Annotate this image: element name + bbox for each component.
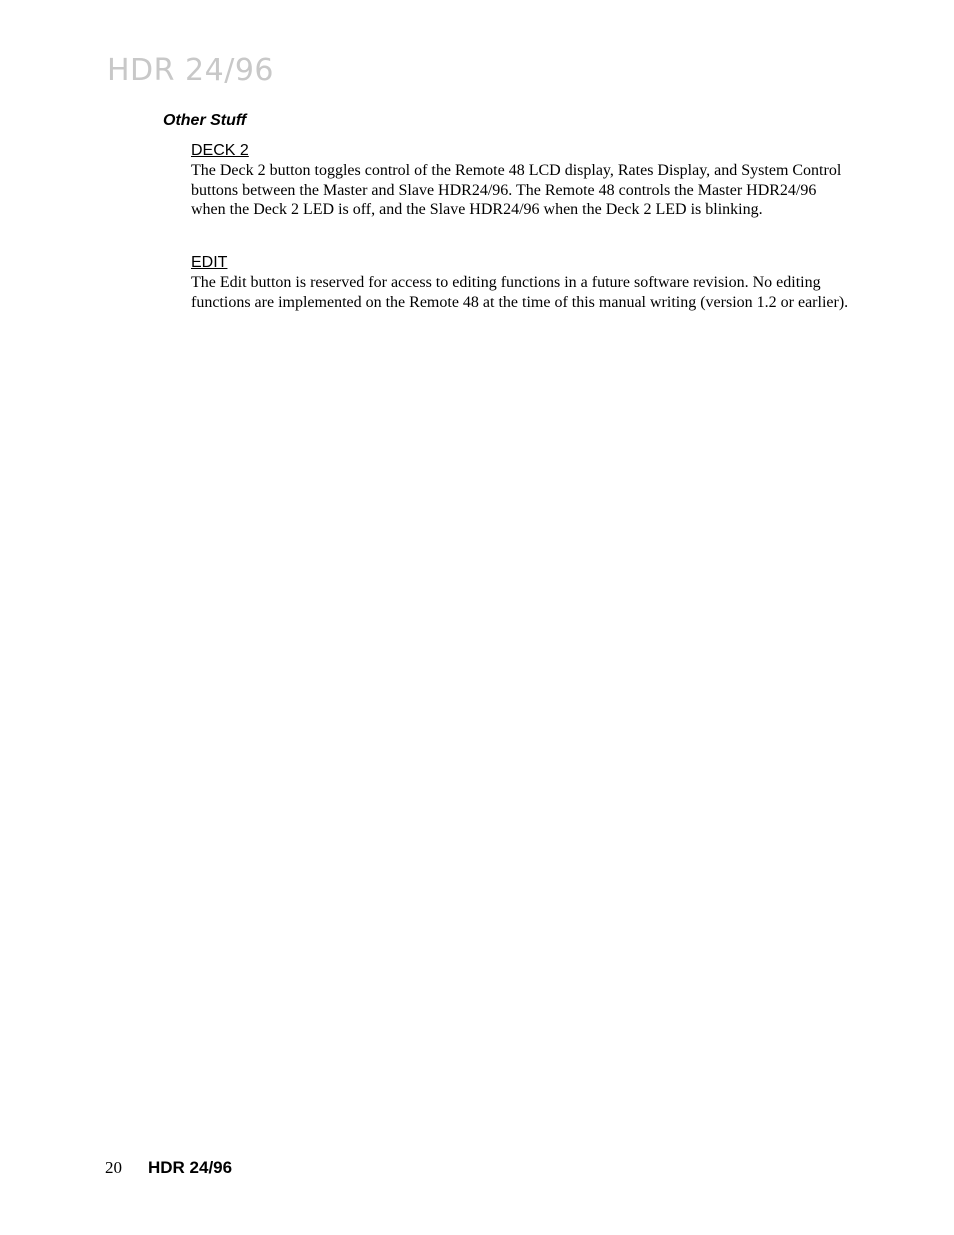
deck2-description: The Deck 2 button toggles control of the Remote 48 LCD display, Rates Display, and System Control buttons between the Master and Slave HDR24/96. The Remote 48 controls the Master HDR24/96 when the Deck 2 LED is off, and the Slave HDR24/96 when the Deck 2 LED is blinking. bbox=[191, 162, 842, 219]
edit-heading: EDIT bbox=[191, 254, 228, 271]
deck2-entry bbox=[191, 141, 851, 220]
running-header-title: HDR 24/96 bbox=[107, 53, 274, 88]
footer-title: HDR 24/96 bbox=[148, 1158, 233, 1177]
edit-description: The Edit button is reserved for access to editing functions in a future software revision. No editing functions are implemented on the Remote 48 at the time of this manual writing (version 1.2 or earlier). bbox=[191, 274, 849, 311]
section-title: Other Stuff bbox=[163, 112, 247, 129]
deck2-heading: DECK 2 bbox=[191, 142, 249, 159]
edit-entry bbox=[191, 253, 851, 312]
page-number: 20 bbox=[105, 1158, 122, 1177]
page-footer bbox=[105, 1158, 232, 1179]
